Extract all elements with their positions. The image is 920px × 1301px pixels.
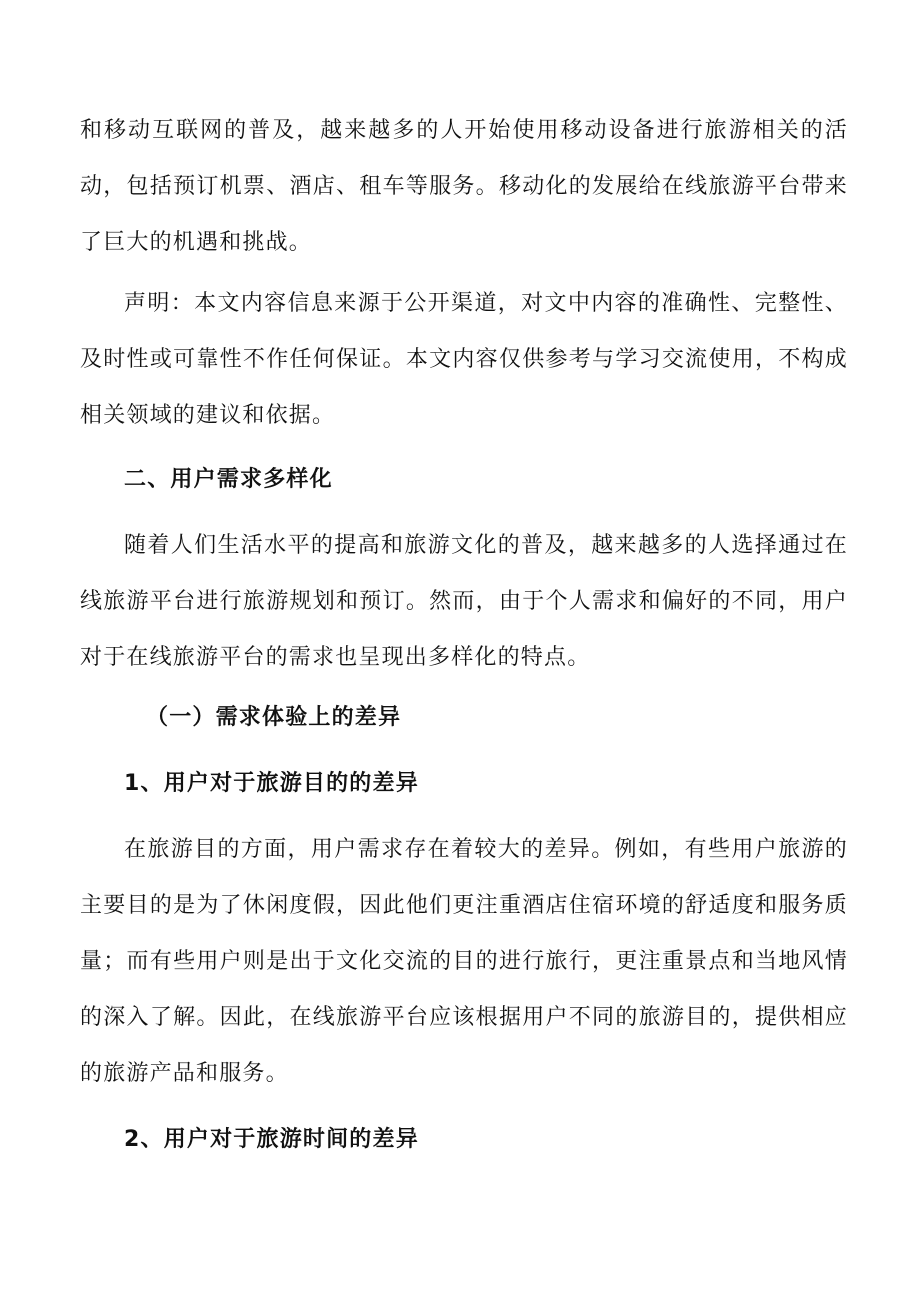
item-heading-time: 2、用户对于旅游时间的差异 xyxy=(124,1127,419,1152)
item-heading-purpose: 1、用户对于旅游目的的差异 xyxy=(124,771,419,796)
paragraph-mobile-travel: 和移动互联网的普及，越来越多的人开始使用移动设备进行旅游相关的活动，包括预订机票、酒店、租车等服务。移动化的发展给在线旅游平台带来了巨大的机遇和挑战。 xyxy=(80,118,848,255)
paragraph-disclaimer: 声明：本文内容信息来源于公开渠道，对文中内容的准确性、完整性、及时性或可靠性不作任何保证。本文内容仅供参考与学习交流使用，不构成相关领域的建议和依据。 xyxy=(80,291,848,428)
subsection-heading: （一）需求体验上的差异 xyxy=(146,705,402,730)
section-heading: 二、用户需求多样化 xyxy=(124,467,333,492)
paragraph-user-needs: 随着人们生活水平的提高和旅游文化的普及，越来越多的人选择通过在线旅游平台进行旅游规划和预订。然而，由于个人需求和偏好的不同，用户对于在线旅游平台的需求也呈现出多样化的特点。 xyxy=(80,533,848,670)
paragraph-travel-purpose: 在旅游目的方面，用户需求存在着较大的差异。例如，有些用户旅游的主要目的是为了休闲度假，因此他们更注重酒店住宿环境的舒适度和服务质量；而有些用户则是出于文化交流的目的进行旅行，更注重景点和当地风情的深入了解。因此，在线旅游平台应该根据用户不同的旅游目的，提供相应的旅游产品和服务。 xyxy=(80,837,848,1086)
